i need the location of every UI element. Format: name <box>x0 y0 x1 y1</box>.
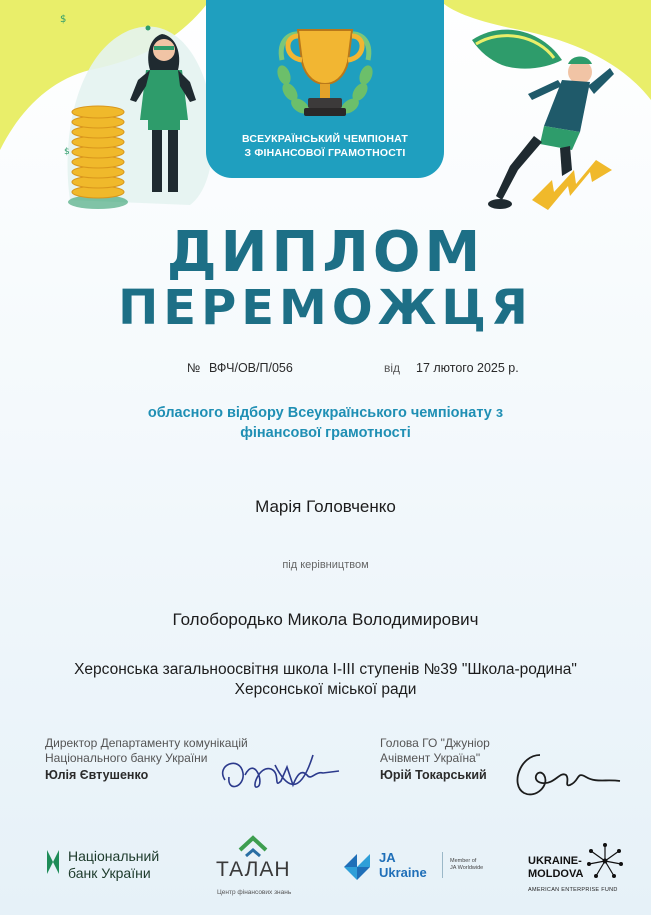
banner-title-line1: ВСЕУКРАЇНСЬКИЙ ЧЕМПІОНАТ <box>241 133 409 145</box>
competition-description <box>60 403 591 443</box>
winner-name: Марія Головченко <box>255 497 396 516</box>
svg-text:$: $ <box>64 147 70 157</box>
banner-title-line2: З ФІНАНСОВОЇ ГРАМОТНОСТІ <box>244 147 406 159</box>
competition-description-line1: обласного відбору Всеукраїнського чемпіонату з <box>147 405 504 421</box>
talan-logo-icon <box>236 834 270 860</box>
sparkle-burst-icon <box>586 842 624 880</box>
nbu-logo-text <box>68 848 159 882</box>
trophy-icon <box>272 20 378 130</box>
ukraine-moldova-logo-text <box>528 855 583 881</box>
ja-logo-line1: JA <box>379 850 396 865</box>
ja-member-line2: JA Worldwide <box>450 865 484 871</box>
ja-ukraine-logo-text <box>379 850 427 880</box>
school-name <box>0 660 651 700</box>
diploma-number: ВФЧ/ОВ/П/056 <box>209 361 293 375</box>
signatory-name-right: Юрій Токарський <box>380 768 487 782</box>
um-logo-caption: AMERICAN ENTERPRISE FUND <box>528 887 618 893</box>
banner-title <box>206 132 444 160</box>
competition-description-line2: фінансової грамотності <box>240 425 411 441</box>
date-label: від <box>384 361 401 375</box>
diploma-title: ДИПЛОМ <box>166 220 485 285</box>
signature-right <box>510 745 630 805</box>
um-logo-line2: MOLDOVA <box>528 868 584 880</box>
signature-role-right-line2: Ачівмент Україна" <box>380 751 481 765</box>
signature-role-left-line1: Директор Департаменту комунікацій <box>45 736 248 750</box>
signature-role-right-line1: Голова ГО "Джуніор <box>380 736 490 750</box>
ja-member-text <box>450 858 483 872</box>
number-symbol: № <box>187 361 201 375</box>
ja-logo-divider <box>442 852 443 878</box>
diploma-subtitle-winner: ПЕРЕМОЖЦЯ <box>118 280 533 336</box>
ja-logo-line2: Ukraine <box>379 865 427 880</box>
signature-role-left-line2: Національного банку України <box>45 751 208 765</box>
school-name-line1: Херсонська загальноосвітня школа І-ІІІ ступенів №39 "Школа-родина" <box>74 661 577 678</box>
supervision-label: під керівництвом <box>282 559 369 571</box>
ja-member-line1: Member of <box>450 858 477 864</box>
signature-left <box>215 745 345 805</box>
svg-text:$: $ <box>60 14 67 25</box>
signatory-name-left: Юлія Євтушенко <box>45 768 149 782</box>
ja-ukraine-logo-icon <box>340 850 374 884</box>
championship-banner <box>206 0 444 178</box>
mentor-name: Голобородько Микола Володимирович <box>172 610 479 629</box>
nbu-logo-line1: Національний <box>68 848 160 864</box>
nbu-logo-icon <box>44 848 62 876</box>
um-logo-line1: UKRAINE- <box>528 855 582 867</box>
superhero-coins-illustration <box>50 10 220 215</box>
talan-logo-name: ТАЛАН <box>216 858 291 881</box>
signature-role-right <box>380 736 490 766</box>
school-name-line2: Херсонської міської ради <box>234 681 417 698</box>
runner-illustration <box>462 20 637 220</box>
nbu-logo-line2: банк України <box>68 865 151 881</box>
talan-logo-caption: Центр фінансових знань <box>217 889 292 896</box>
diploma-date: 17 лютого 2025 р. <box>416 361 519 375</box>
